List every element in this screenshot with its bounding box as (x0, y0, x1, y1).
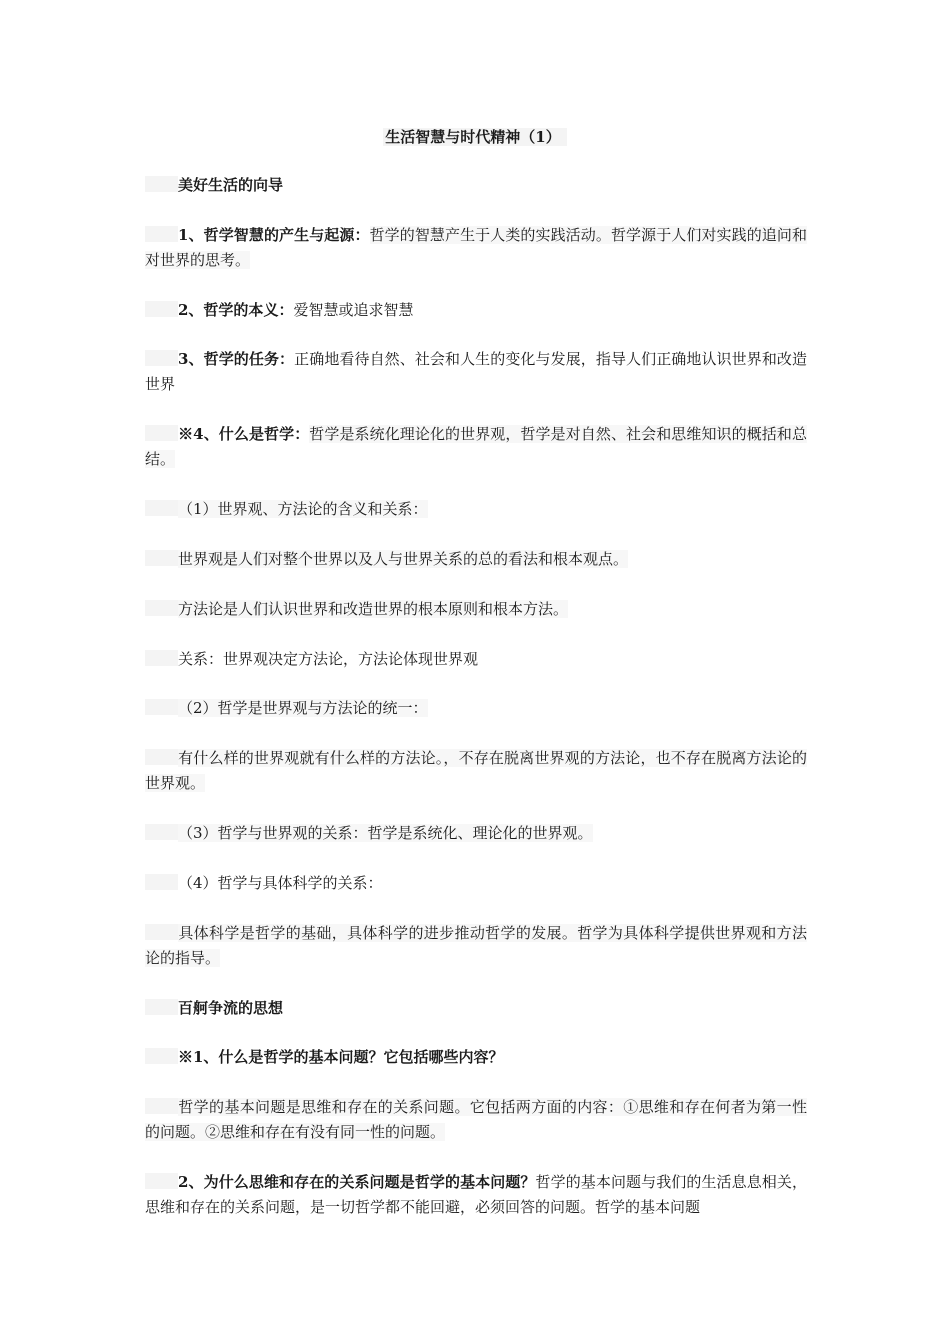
indent (145, 874, 178, 890)
indent (145, 176, 178, 192)
indent (145, 824, 178, 840)
indent (145, 924, 178, 940)
document-title: 生活智慧与时代精神（1） (0, 127, 950, 147)
paragraph-label: 2、哲学的本义： (178, 301, 294, 319)
indent (145, 749, 178, 765)
paragraph-text: 哲学是系统化理论化的世界观，哲学是对自然、社会和思维知识的概括和总结。 (145, 425, 807, 468)
indent (145, 999, 178, 1015)
paragraph (145, 422, 807, 472)
paragraph-text: 哲学的基本问题与我们的生活息息相关，思维和存在的关系问题，是一切哲学都不能回避，必须回答的问题。哲学的基本问题 (145, 1173, 807, 1216)
paragraph-label: 1、哲学智慧的产生与起源： (178, 226, 370, 244)
indent (145, 699, 178, 715)
paragraph (145, 347, 807, 397)
paragraph-text: （3）哲学与世界观的关系：哲学是系统化、理论化的世界观。 (178, 824, 593, 842)
paragraph-label: 3、哲学的任务： (178, 350, 295, 368)
paragraph (145, 1095, 807, 1145)
paragraph (145, 597, 807, 622)
paragraph-text: 爱智慧或追求智慧 (293, 301, 414, 319)
indent (145, 650, 178, 666)
paragraph-text: （1）世界观、方法论的含义和关系： (178, 500, 428, 518)
paragraph-text: 哲学的智慧产生于人类的实践活动。哲学源于人们对实践的追问和对世界的思考。 (145, 226, 807, 269)
paragraph-text: 方法论是人们认识世界和改造世界的根本原则和根本方法。 (178, 600, 569, 618)
indent (145, 350, 178, 366)
indent (145, 425, 178, 441)
paragraph (145, 821, 807, 846)
indent (145, 301, 178, 317)
paragraph-text: 哲学的基本问题是思维和存在的关系问题。它包括两方面的内容：①思维和存在何者为第一性的问题。②思维和存在有没有同一性的问题。 (145, 1098, 807, 1141)
paragraph (145, 497, 807, 522)
paragraph-text: （2）哲学是世界观与方法论的统一： (178, 699, 428, 717)
paragraph-text: 具体科学是哲学的基础，具体科学的进步推动哲学的发展。哲学为具体科学提供世界观和方法论的指导。 (145, 924, 807, 967)
paragraph (145, 647, 807, 672)
paragraph (145, 696, 807, 721)
indent (145, 600, 178, 616)
paragraph (145, 871, 807, 896)
indent (145, 550, 178, 566)
paragraph (145, 547, 807, 572)
paragraph (145, 298, 807, 323)
section-heading: 美好生活的向导 (145, 173, 807, 198)
paragraph-text: 关系：世界观决定方法论，方法论体现世界观 (178, 650, 479, 668)
paragraph-text: 正确地看待自然、社会和人生的变化与发展，指导人们正确地认识世界和改造世界 (145, 350, 807, 393)
section-heading: 百舸争流的思想 (145, 996, 807, 1021)
paragraph-text: 有什么样的世界观就有什么样的方法论。，不存在脱离世界观的方法论，也不存在脱离方法论的世界观。 (145, 749, 807, 792)
paragraph (145, 223, 807, 273)
indent (145, 1098, 178, 1114)
paragraph-text: 世界观是人们对整个世界以及人与世界关系的总的看法和根本观点。 (178, 550, 629, 568)
indent (145, 1048, 178, 1064)
indent (145, 1173, 178, 1189)
paragraph (145, 746, 807, 796)
paragraph (145, 1170, 807, 1220)
paragraph-label: 2、为什么思维和存在的关系问题是哲学的基本问题？ (178, 1173, 536, 1191)
paragraph-text: （4）哲学与具体科学的关系： (178, 874, 383, 892)
paragraph (145, 921, 807, 971)
indent (145, 226, 178, 242)
question-heading: ※1、什么是哲学的基本问题？它包括哪些内容？ (145, 1045, 807, 1070)
indent (145, 500, 178, 516)
paragraph-label: ※4、什么是哲学： (178, 425, 310, 443)
